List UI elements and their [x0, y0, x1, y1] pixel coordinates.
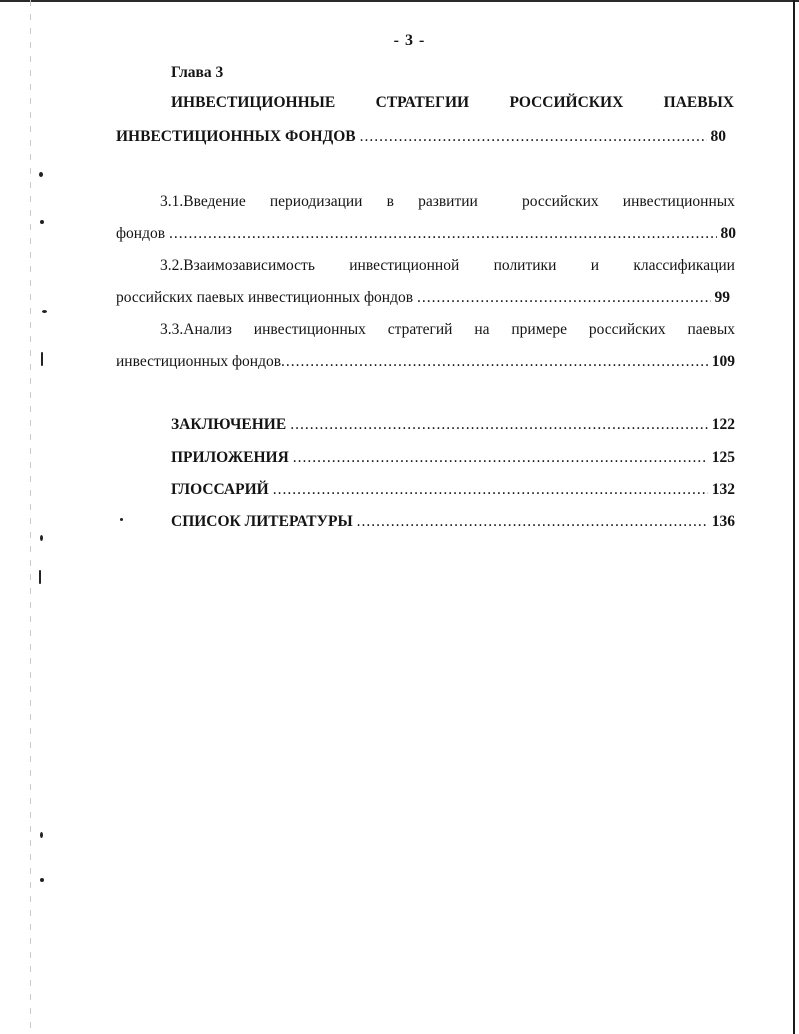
toc-word: 3.1.Введение — [160, 193, 246, 210]
toc-word: российских — [521, 193, 599, 210]
toc-leader-dots — [273, 481, 708, 499]
toc-entry-page: 136 — [711, 513, 735, 530]
toc-entry-chapter-3 — [116, 128, 726, 146]
toc-entry-label: ИНВЕСТИЦИОННЫХ ФОНДОВ — [116, 128, 356, 145]
toc-entry-label: фондов — [116, 225, 166, 242]
toc-entry-page: 109 — [711, 353, 735, 370]
toc-entry-3-2-line2 — [116, 289, 730, 307]
toc-leader-dots — [290, 416, 708, 434]
toc-entry-glossary — [171, 481, 735, 499]
scan-edge-left — [30, 0, 31, 1034]
scan-edge-top — [0, 0, 799, 2]
toc-leader-dots — [281, 353, 708, 371]
toc-word: инвестиционных — [622, 193, 735, 210]
toc-entry-page: 99 — [714, 289, 730, 306]
toc-entry-page: 125 — [711, 449, 735, 466]
scan-speck — [40, 220, 44, 224]
toc-entry-page: 80 — [720, 225, 736, 242]
toc-word: инвестиционной — [349, 257, 460, 274]
toc-entry-conclusion — [171, 416, 735, 434]
toc-entry-3-3-line1 — [160, 321, 735, 339]
chapter-title-word: ИНВЕСТИЦИОННЫЕ — [171, 94, 336, 111]
scan-speck — [39, 570, 41, 584]
toc-entry-label: СПИСОК ЛИТЕРАТУРЫ — [171, 513, 353, 530]
toc-entry-3-3-line2 — [116, 353, 735, 371]
toc-word: на — [474, 321, 490, 338]
toc-entry-label: российских паевых инвестиционных фондов — [116, 289, 414, 306]
scan-speck — [41, 352, 43, 366]
toc-word: стратегий — [387, 321, 453, 338]
chapter-title-word: СТРАТЕГИИ — [375, 94, 470, 111]
toc-entry-page: 132 — [711, 481, 735, 498]
toc-entry-page: 80 — [710, 128, 726, 145]
toc-entry-label: ЗАКЛЮЧЕНИЕ — [171, 416, 287, 433]
page-number: - 3 - — [393, 32, 426, 49]
toc-leader-dots — [169, 225, 716, 243]
toc-entry-label: инвестиционных фондов — [116, 353, 282, 370]
toc-word: в — [386, 193, 394, 210]
scan-speck — [40, 832, 43, 838]
toc-word: развитии — [418, 193, 478, 210]
toc-entry-bibliography — [171, 513, 735, 531]
toc-entry-label: ПРИЛОЖЕНИЯ — [171, 449, 289, 466]
toc-leader-dots — [293, 449, 708, 467]
scan-speck — [42, 310, 47, 313]
toc-leader-dots — [417, 289, 710, 307]
toc-entry-3-1-line2 — [116, 225, 736, 243]
chapter-title-word: РОССИЙСКИХ — [509, 94, 624, 111]
toc-word: российских — [588, 321, 666, 338]
scan-speck — [40, 535, 43, 541]
toc-entry-label: ГЛОССАРИЙ — [171, 481, 269, 498]
chapter-title-line1 — [171, 94, 734, 112]
toc-word: 3.2.Взаимозависимость — [160, 257, 315, 274]
scan-speck — [40, 878, 44, 882]
toc-word: периодизации — [269, 193, 363, 210]
scan-speck — [120, 518, 123, 521]
toc-word: политики — [493, 257, 557, 274]
toc-word: паевых — [687, 321, 735, 338]
chapter-title-word: ПАЕВЫХ — [663, 94, 734, 111]
toc-entry-page: 122 — [711, 416, 735, 433]
toc-leader-dots — [360, 128, 707, 146]
toc-word: инвестиционных — [253, 321, 366, 338]
toc-word: примере — [511, 321, 568, 338]
toc-entry-3-2-line1 — [160, 257, 735, 275]
toc-word: 3.3.Анализ — [160, 321, 232, 338]
toc-word: классификации — [633, 257, 735, 274]
toc-entry-appendices — [171, 449, 735, 467]
toc-entry-3-1-line1 — [160, 193, 735, 211]
toc-word: и — [590, 257, 600, 274]
toc-leader-dots — [357, 513, 708, 531]
chapter-label: Глава 3 — [171, 64, 224, 81]
scan-speck — [39, 172, 43, 177]
scan-edge-right — [793, 0, 795, 1034]
